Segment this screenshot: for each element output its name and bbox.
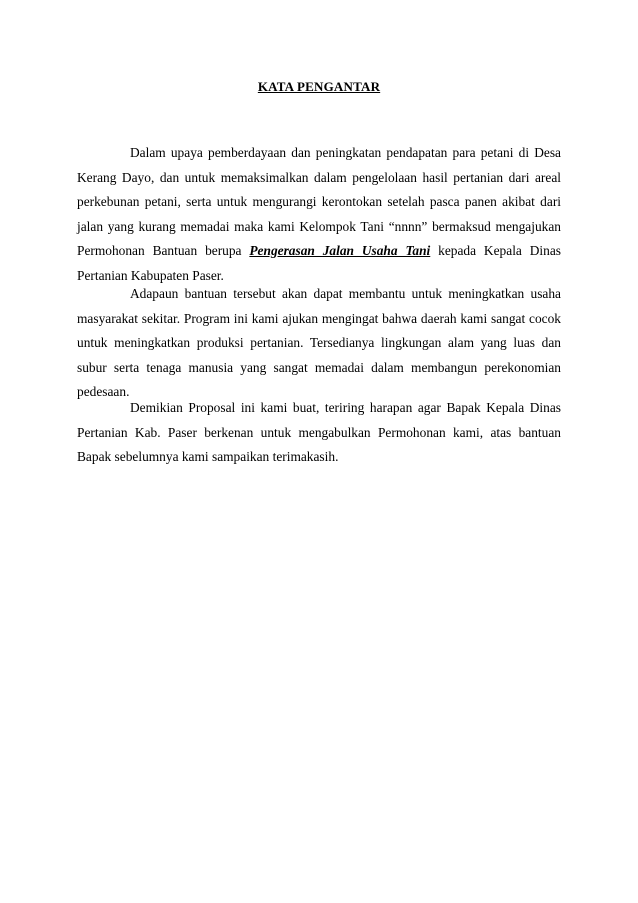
paragraph-intro	[77, 141, 561, 288]
paragraph-closing: Demikian Proposal ini kami buat, teriring harapan agar Bapak Kepala Dinas Pertanian Kab. Paser berkenan untuk mengabulkan Permohonan kami, atas bantuan Bapak sebelumnya kami sampaikan terimakasih.	[77, 400, 561, 464]
paragraph-intro-text-end: kepada Kepala Dinas Pertanian Kabupaten Paser.	[77, 243, 561, 283]
page-title: KATA PENGANTAR	[257, 79, 381, 94]
project-name: Pengerasan Jalan Usaha Tani	[249, 243, 431, 258]
paragraph-benefit: Adapaun bantuan tersebut akan dapat membantu untuk meningkatkan usaha masyarakat sekitar. Program ini kami ajukan mengingat bahwa daerah kami sangat cocok untuk meningkatkan produksi pertanian. Tersedianya lingkungan alam yang luas dan subur serta tenaga manusia yang sangat memadai dalam membangun perekonomian pedesaan.	[77, 286, 561, 399]
paragraph-intro-text: Dalam upaya pemberdayaan dan peningkatan pendapatan para petani di Desa Kerang Dayo, dan untuk memaksimalkan dalam pengelolaan hasil pertanian dari areal perkebunan petani, serta untuk mengurangi kerontokan setelah pasca panen akibat dari jalan yang kurang memadai maka kami Kelompok Tani “nnnn” bermaksud mengajukan Permohonan Bantuan berupa	[77, 145, 561, 258]
